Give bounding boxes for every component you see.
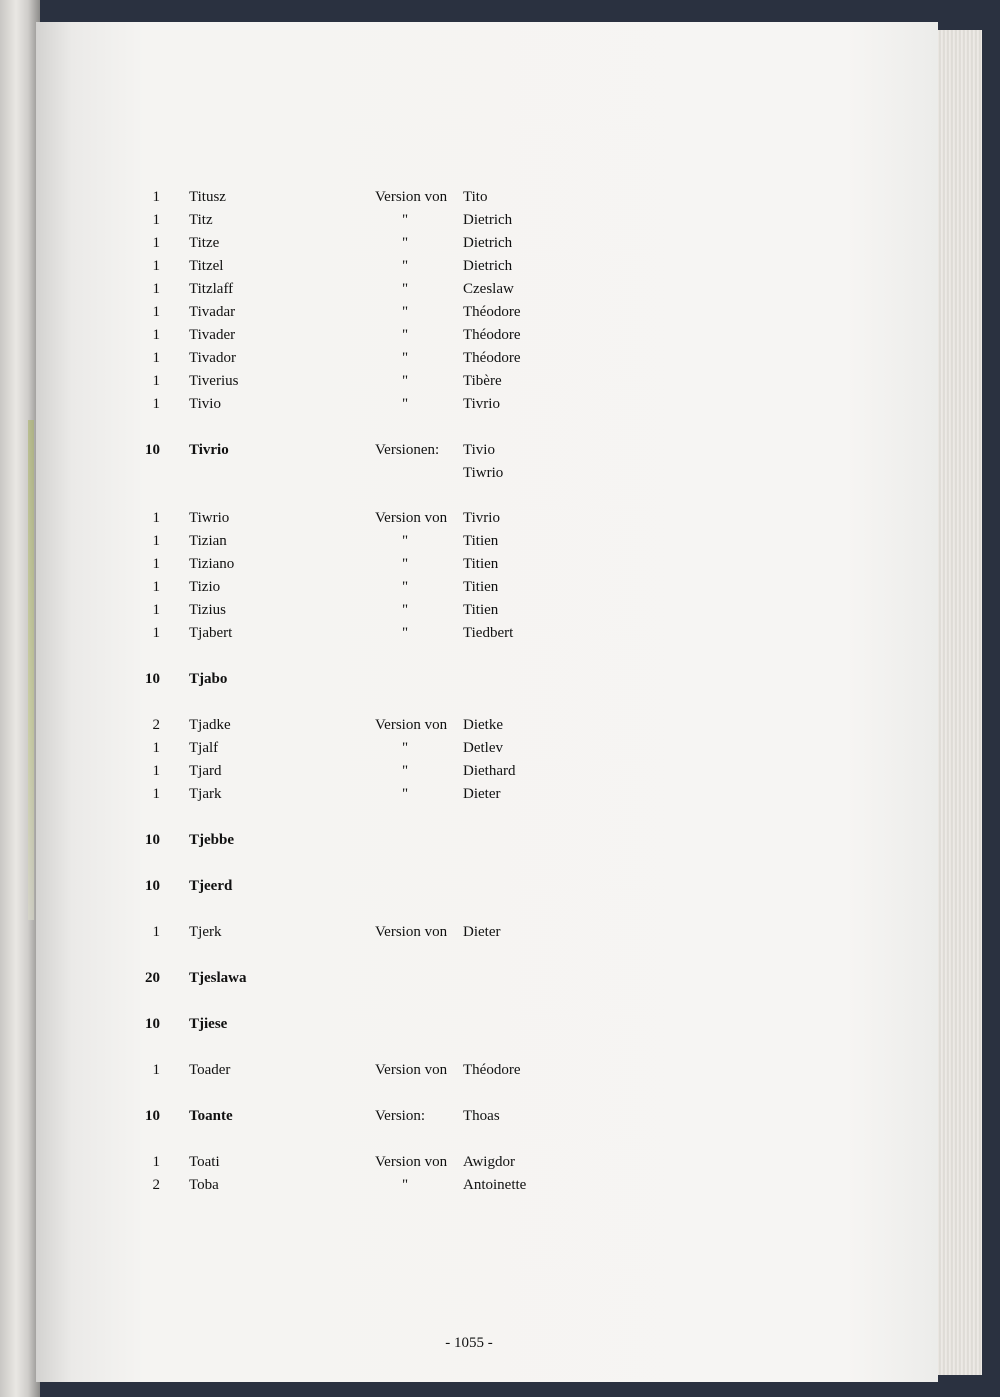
entry-name: Tivadar <box>189 304 236 320</box>
ditto-mark: " <box>402 212 409 228</box>
ditto-mark: " <box>402 602 409 618</box>
ditto-mark: " <box>402 786 409 802</box>
entry-name: Titz <box>189 212 213 228</box>
list-item <box>0 599 938 621</box>
list-item <box>0 1105 938 1127</box>
entry-name: Tivio <box>189 396 221 412</box>
entry-count: 1 <box>152 786 160 802</box>
list-item <box>0 393 938 415</box>
ditto-mark: " <box>402 740 409 756</box>
ditto-mark: " <box>402 373 409 389</box>
entry-count: 20 <box>145 970 160 986</box>
entry-name: Tjabo <box>189 671 228 687</box>
ditto-mark: " <box>402 579 409 595</box>
entry-name: Tjabert <box>189 625 233 641</box>
entry-target-name: Théodore <box>463 327 521 343</box>
entry-name: Toante <box>189 1108 233 1124</box>
entry-count: 2 <box>152 717 160 733</box>
entry-count: 1 <box>152 327 160 343</box>
entry-name: Tizio <box>189 579 221 595</box>
entry-count: 1 <box>152 350 160 366</box>
ditto-mark: " <box>402 258 409 274</box>
entry-count: 10 <box>145 442 160 458</box>
entry-name: Tiziano <box>189 556 235 572</box>
entry-count: 2 <box>152 1177 160 1193</box>
ditto-mark: " <box>402 327 409 343</box>
entry-count: 1 <box>152 602 160 618</box>
entry-name: Titzlaff <box>189 281 234 297</box>
entry-target-name: Théodore <box>463 350 521 366</box>
entry-count: 1 <box>152 740 160 756</box>
entry-name: Tiwrio <box>189 510 230 526</box>
entry-description: Version von <box>375 924 448 940</box>
list-item <box>0 829 938 851</box>
entry-name: Tjerk <box>189 924 222 940</box>
list-item <box>0 347 938 369</box>
list-item <box>0 1174 938 1196</box>
entry-target-name: Tivio <box>463 442 495 458</box>
entry-count: 10 <box>145 878 160 894</box>
entry-count: 10 <box>145 1016 160 1032</box>
entry-name: Toba <box>189 1177 219 1193</box>
ditto-mark: " <box>402 763 409 779</box>
entry-name: Tivador <box>189 350 236 366</box>
list-item <box>0 714 938 736</box>
entry-count: 1 <box>152 533 160 549</box>
entry-target-name: Titien <box>463 556 499 572</box>
entry-count: 10 <box>145 671 160 687</box>
entry-target-name: Tito <box>463 189 488 205</box>
entry-name: Toader <box>189 1062 231 1078</box>
entry-target-name: Dietrich <box>463 212 513 228</box>
entry-target-name: Awigdor <box>463 1154 515 1170</box>
list-item <box>0 622 938 644</box>
list-item <box>0 530 938 552</box>
entry-target-name: Théodore <box>463 1062 521 1078</box>
page-number: - 1055 - <box>445 1335 493 1351</box>
ditto-mark: " <box>402 350 409 366</box>
entry-target-name: Diethard <box>463 763 516 779</box>
ditto-mark: " <box>402 625 409 641</box>
entry-description: Version: <box>375 1108 425 1124</box>
entry-target-name: Detlev <box>463 740 503 756</box>
ditto-mark: " <box>402 304 409 320</box>
list-item <box>0 301 938 323</box>
entry-count: 1 <box>152 1062 160 1078</box>
entry-name: Toati <box>189 1154 220 1170</box>
entry-name: Tivader <box>189 327 236 343</box>
entry-count: 1 <box>152 235 160 251</box>
list-item <box>0 967 938 989</box>
entry-target-name: Titien <box>463 602 499 618</box>
entry-count: 1 <box>152 212 160 228</box>
entry-count: 1 <box>152 924 160 940</box>
list-item <box>0 209 938 231</box>
list-item <box>0 255 938 277</box>
entry-name: Tjard <box>189 763 222 779</box>
list-item <box>0 1013 938 1035</box>
list-item <box>0 439 938 461</box>
entry-count: 1 <box>152 189 160 205</box>
entry-target-name: Dieter <box>463 786 501 802</box>
list-item <box>0 507 938 529</box>
ditto-mark: " <box>402 396 409 412</box>
list-item <box>0 875 938 897</box>
entry-target-name: Tiwrio <box>463 465 504 481</box>
ditto-mark: " <box>402 1177 409 1193</box>
entry-count: 10 <box>145 832 160 848</box>
list-item <box>0 370 938 392</box>
entry-target-name: Tibère <box>463 373 502 389</box>
entry-description: Version von <box>375 189 448 205</box>
entry-name: Tjiese <box>189 1016 228 1032</box>
ditto-mark: " <box>402 533 409 549</box>
list-item <box>0 462 938 484</box>
list-item <box>0 232 938 254</box>
entry-target-name: Tivrio <box>463 510 500 526</box>
entry-count: 1 <box>152 579 160 595</box>
entry-target-name: Théodore <box>463 304 521 320</box>
list-item <box>0 553 938 575</box>
entry-count: 1 <box>152 1154 160 1170</box>
entry-count: 1 <box>152 556 160 572</box>
entry-target-name: Dietrich <box>463 235 513 251</box>
list-item <box>0 1151 938 1173</box>
ditto-mark: " <box>402 281 409 297</box>
entry-name: Tjadke <box>189 717 231 733</box>
entry-target-name: Titien <box>463 533 499 549</box>
entry-description: Version von <box>375 510 448 526</box>
entry-name: Tizian <box>189 533 227 549</box>
entry-target-name: Dieter <box>463 924 501 940</box>
entry-name: Tjark <box>189 786 222 802</box>
entry-name: Tjebbe <box>189 832 234 848</box>
entry-description: Versionen: <box>375 442 440 458</box>
list-item <box>0 1059 938 1081</box>
entry-count: 1 <box>152 373 160 389</box>
list-item <box>0 278 938 300</box>
list-item <box>0 760 938 782</box>
entry-target-name: Thoas <box>463 1108 500 1124</box>
entry-name: Tizius <box>189 602 226 618</box>
entry-count: 1 <box>152 510 160 526</box>
ditto-mark: " <box>402 235 409 251</box>
entry-count: 1 <box>152 281 160 297</box>
list-item <box>0 668 938 690</box>
entry-name: Tjalf <box>189 740 219 756</box>
entry-description: Version von <box>375 1062 448 1078</box>
entry-name: Titusz <box>189 189 226 205</box>
list-item <box>0 324 938 346</box>
entry-target-name: Tivrio <box>463 396 500 412</box>
entry-name: Tjeslawa <box>189 970 247 986</box>
entry-target-name: Tiedbert <box>463 625 514 641</box>
list-item <box>0 737 938 759</box>
list-item <box>0 921 938 943</box>
entry-name: Tivrio <box>189 442 229 458</box>
entry-target-name: Dietke <box>463 717 503 733</box>
entry-count: 1 <box>152 396 160 412</box>
entry-count: 1 <box>152 304 160 320</box>
ditto-mark: " <box>402 556 409 572</box>
entry-target-name: Dietrich <box>463 258 513 274</box>
entry-count: 1 <box>152 258 160 274</box>
list-item <box>0 576 938 598</box>
list-item <box>0 783 938 805</box>
list-item <box>0 186 938 208</box>
entry-name: Titze <box>189 235 220 251</box>
entry-target-name: Titien <box>463 579 499 595</box>
entry-description: Version von <box>375 717 448 733</box>
entry-target-name: Czeslaw <box>463 281 514 297</box>
entry-count: 1 <box>152 763 160 779</box>
entry-name: Titzel <box>189 258 224 274</box>
entry-description: Version von <box>375 1154 448 1170</box>
entry-name: Tjeerd <box>189 878 233 894</box>
entry-target-name: Antoinette <box>463 1177 527 1193</box>
entry-count: 1 <box>152 625 160 641</box>
entry-count: 10 <box>145 1108 160 1124</box>
entry-name: Tiverius <box>189 373 239 389</box>
